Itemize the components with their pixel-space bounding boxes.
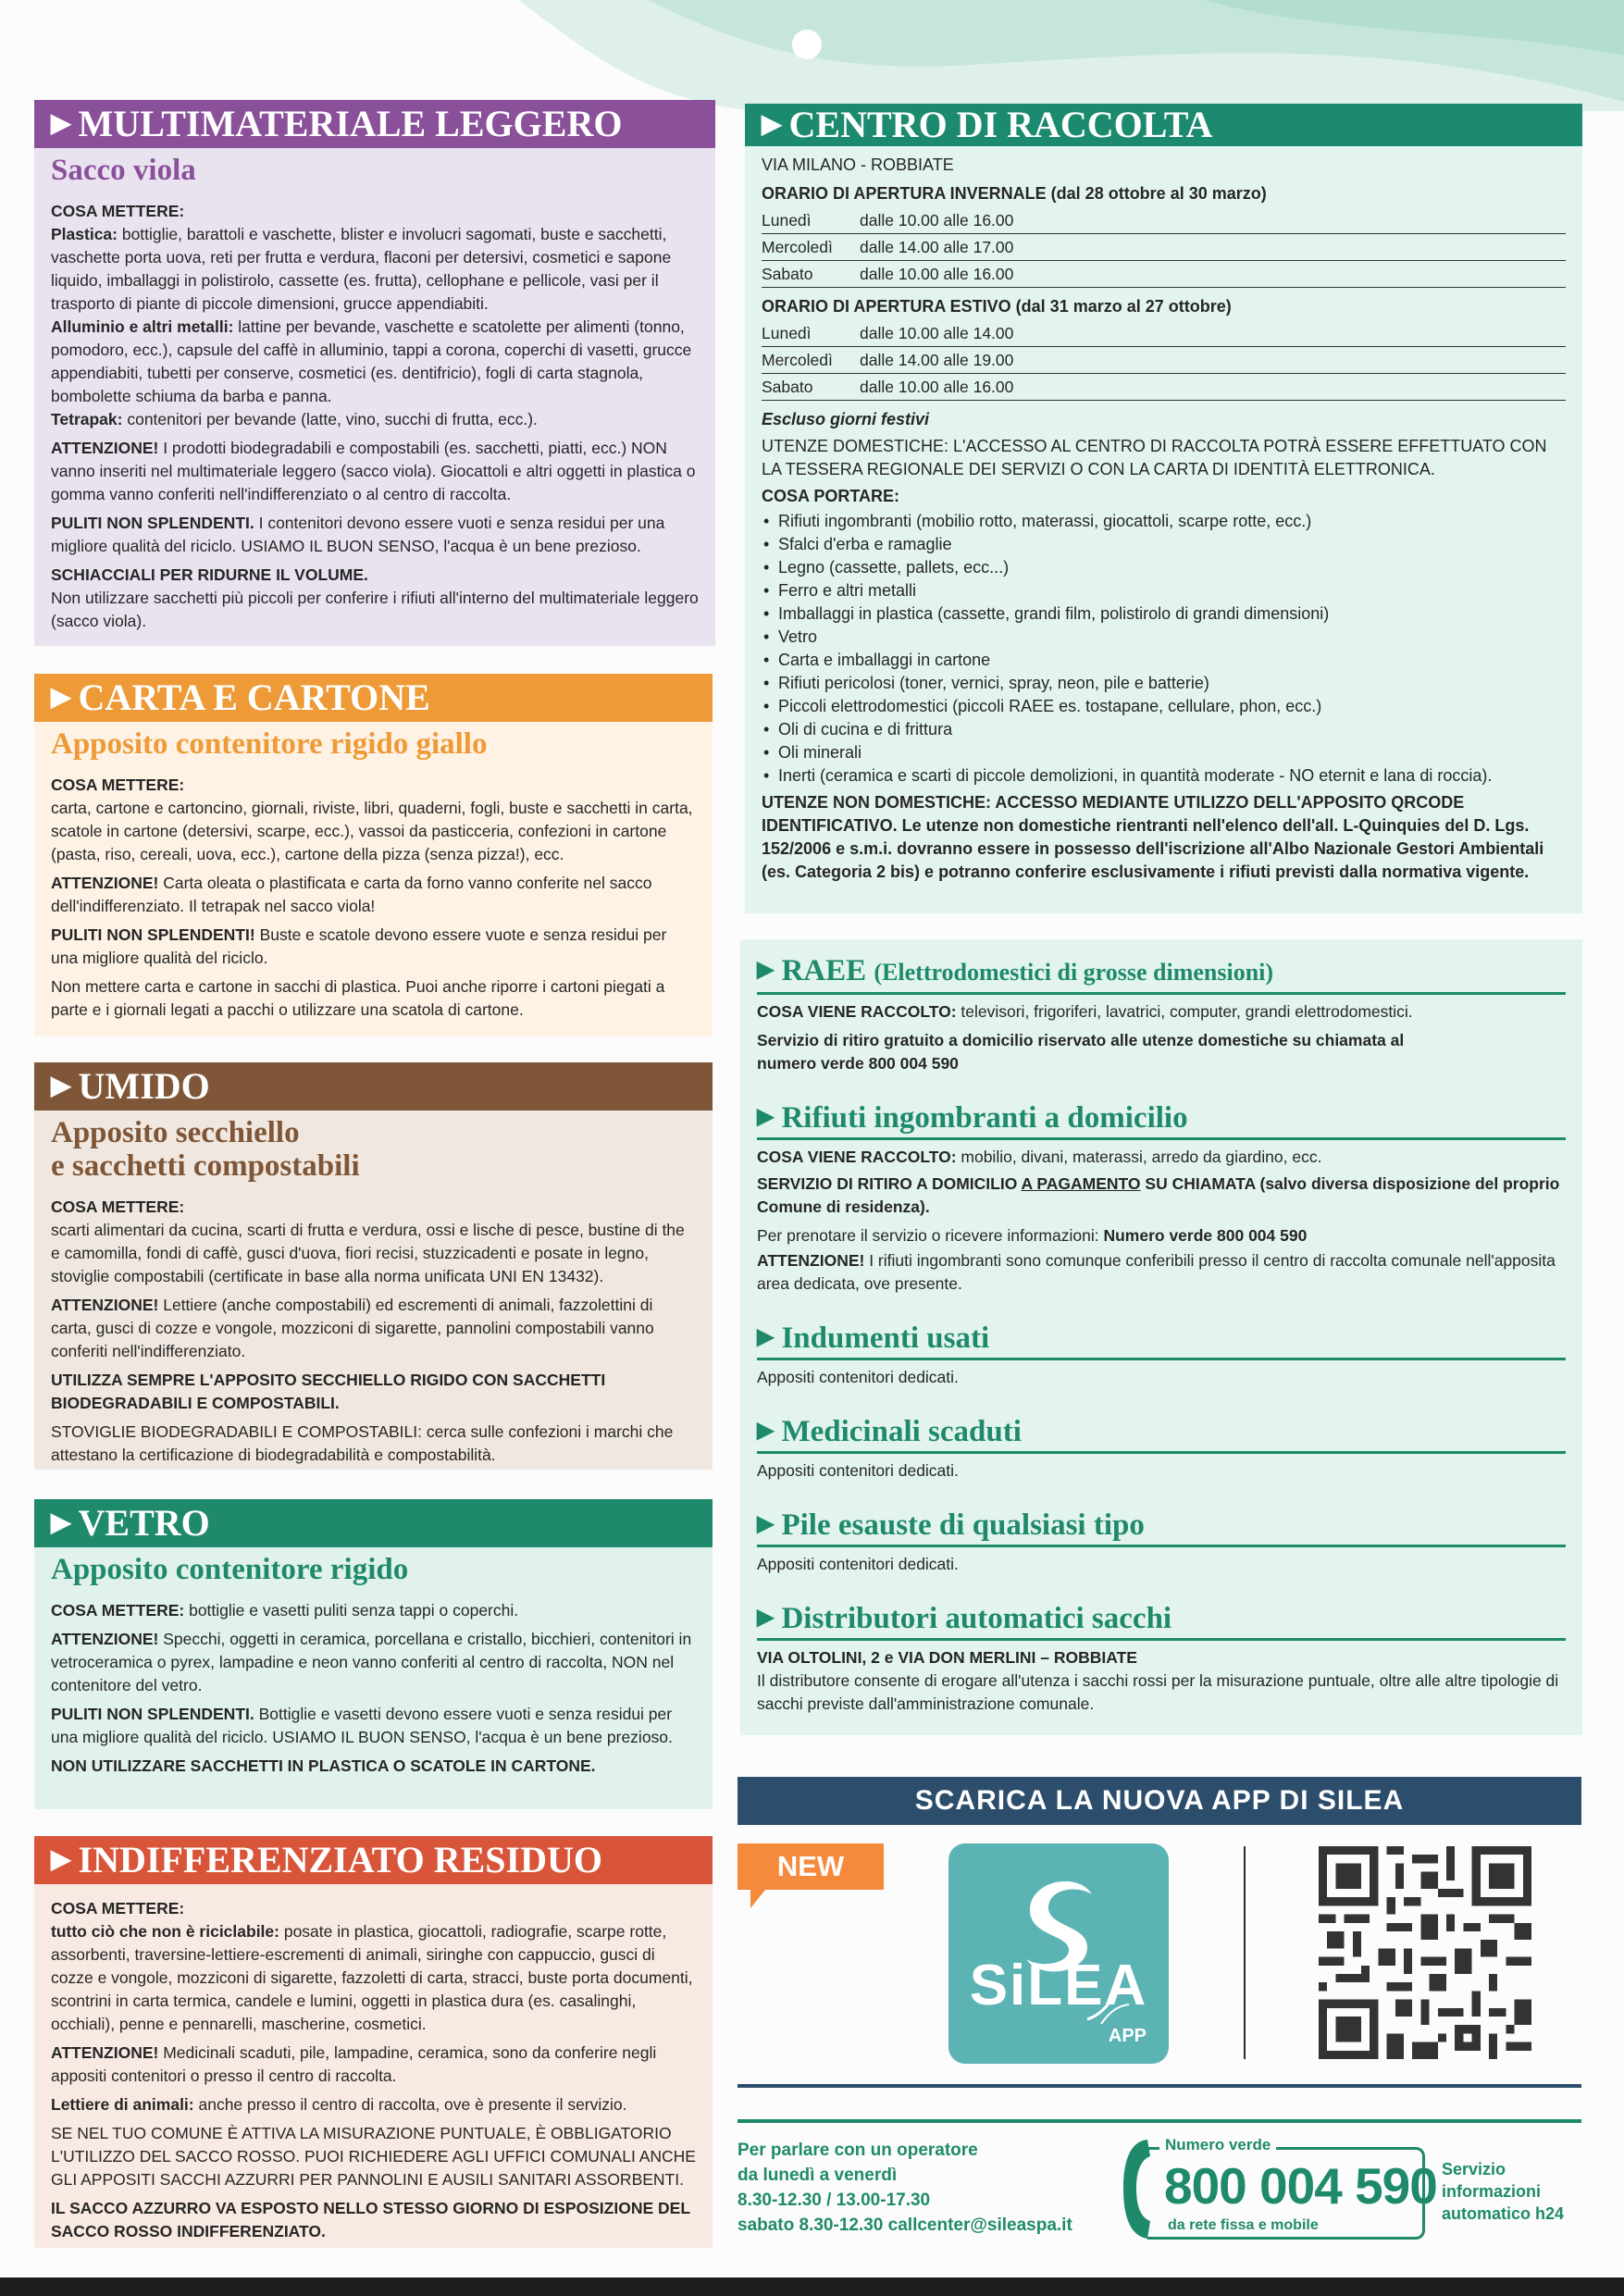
new-badge: NEW	[738, 1843, 884, 1890]
section-vetro	[34, 1499, 713, 1809]
misurazione-text: SE NEL TUO COMUNE È ATTIVA LA MISURAZIONE PUNTUALE, È OBBLIGATORIO L'UTILIZZO DEL SACCO ROSSO. PUOI RICHIEDERE AGLI UFFICI COMUNALI ANCHE GLI APPOSITI SACCHI AZZURRI PER PANNOLINI E AUSILI SANITARI ASSORBENTI.	[51, 2124, 696, 2189]
divider	[1244, 1846, 1246, 2059]
list-item: • Legno (cassette, pallets, ecc...)	[762, 556, 1566, 579]
winter-hours-table	[762, 207, 1566, 288]
triangle-icon: ▶	[762, 110, 782, 139]
attenzione-text: ATTENZIONE! Specchi, oggetti in ceramica, porcellana e cristallo, bicchieri, contenitori in vetroceramica o pyrex, lampadine e neon vanno conferiti al centro di raccolta, NON nel contenitore del vetro.	[51, 1630, 692, 1694]
cosa-label: COSA METTERE:	[51, 1198, 185, 1216]
section-body	[745, 146, 1582, 893]
raee-title: ▶ RAEE (Elettrodomestici di grosse dimensioni)	[757, 952, 1566, 995]
final-text: Non utilizzare sacchetti più piccoli per conferire i rifiuti all'interno del multimateriale leggero (sacco viola).	[51, 589, 699, 630]
section-subtitle: Apposito contenitore rigido	[51, 1553, 409, 1586]
list-item: • Sfalci d'erba e ramaglie	[762, 533, 1566, 556]
ingombranti-attenzione-text: ATTENZIONE! I rifiuti ingombranti sono comunque conferibili presso il centro di raccolta comunale nell'apposita area dedicata, ove presente.	[757, 1251, 1556, 1293]
pile-block	[757, 1507, 1566, 1576]
indumenti-title: ▶ Indumenti usati	[757, 1320, 1566, 1360]
pile-title: ▶ Pile esauste di qualsiasi tipo	[757, 1507, 1566, 1547]
cosa-label: COSA METTERE:	[51, 202, 185, 220]
attenzione-text: ATTENZIONE! Carta oleata o plastificata e carta da forno vanno conferite nel sacco dell'indifferenziato. Il tetrapak nel sacco viola!	[51, 874, 652, 915]
section-multimateriale	[34, 100, 715, 646]
azzurro-text: IL SACCO AZZURRO VA ESPOSTO NELLO STESSO GIORNO DI ESPOSIZIONE DEL SACCO ROSSO INDIFFERENZIATO.	[51, 2199, 690, 2240]
attenzione-text: ATTENZIONE! Lettiere (anche compostabili) ed escrementi di animali, fazzolettini di carta, gusci di cozze e vongole, mozziconi di sigarette, pannolini compostabili vanno conferiti nell'indifferenziato.	[51, 1296, 654, 1360]
section-subtitle: Sacco viola	[51, 154, 196, 187]
triangle-icon: ▶	[757, 958, 775, 982]
list-item: • Ferro e altri metalli	[762, 579, 1566, 602]
list-item: • Inerti (ceramica e scarti di piccole demolizioni, in quantità moderate - NO eternit e lana di roccia).	[762, 764, 1566, 788]
cosa-text: scarti alimentari da cucina, scarti di frutta e verdura, ossi e lische di pesce, bustine di the e camomilla, fondi di caffè, gusci d'uova, fiori recisi, stuzzicadenti e posate in legno, stoviglie compostabili (certificate in base alla norma unificata UNI EN 13432).	[51, 1221, 685, 1285]
hours-row: Lunedì dalle 10.00 alle 14.00	[762, 320, 1566, 347]
section-header: ▶ INDIFFERENZIATO RESIDUO	[34, 1836, 713, 1884]
section-header: ▶ CARTA E CARTONE	[34, 674, 713, 722]
medicinali-title: ▶ Medicinali scaduti	[757, 1413, 1566, 1454]
hours-row: Sabato dalle 10.00 alle 16.00	[762, 374, 1566, 401]
raee-cosa-text: COSA VIENE RACCOLTO: televisori, frigoriferi, lavatrici, computer, grandi elettrodomestici.	[757, 1002, 1413, 1021]
stoviglie-text: STOVIGLIE BIODEGRADABILI E COMPOSTABILI: cerca sulle confezioni i marchi che attestano la certificazione di biodegradabilità e compostabilità.	[51, 1422, 674, 1464]
section-header: ▶ VETRO	[34, 1499, 713, 1547]
numero-verde-number[interactable]: 800 004 590	[1164, 2157, 1437, 2215]
app-banner: SCARICA LA NUOVA APP DI SILEA	[738, 1777, 1581, 1825]
ingombranti-block	[757, 1099, 1566, 1296]
medicinali-text: Appositi contenitori dedicati.	[757, 1461, 959, 1480]
distributori-block	[757, 1600, 1566, 1716]
contact-line: da lunedì a venerdì	[738, 2166, 898, 2185]
contact-line: sabato 8.30-12.30 callcenter@sileaspa.it	[738, 2215, 1072, 2235]
winter-hours-title: ORARIO DI APERTURA INVERNALE (dal 28 ottobre al 30 marzo)	[762, 184, 1267, 203]
escluso-text: Escluso giorni festivi	[762, 410, 930, 428]
cosa-text: carta, cartone e cartoncino, giornali, riviste, libri, quaderni, fogli, buste e sacchetti in carta, scatole in cartone (detersivi, scarpe, ecc.), vassoi da pasticceria, confezioni in cartone (pasta, riso, cereali, uova, ecc.), cartone della pizza (senza pizza!), ecc.	[51, 799, 693, 863]
cosa-label: COSA METTERE:	[51, 776, 185, 794]
section-header: ▶ MULTIMATERIALE LEGGERO	[34, 100, 715, 148]
numero-verde-label: Numero verde	[1159, 2136, 1276, 2154]
section-centro-raccolta	[745, 104, 1582, 913]
cosa-portare-label: COSA PORTARE:	[762, 487, 900, 505]
triangle-icon: ▶	[757, 1512, 775, 1536]
section-body	[34, 761, 713, 1035]
list-item: • Rifiuti ingombranti (mobilio rotto, materassi, giocattoli, scarpe rotte, ecc.)	[762, 510, 1566, 533]
list-item: • Vetro	[762, 626, 1566, 649]
utilizza-text: UTILIZZA SEMPRE L'APPOSITO SECCHIELLO RIGIDO CON SACCHETTI BIODEGRADABILI E COMPOSTABILI.	[51, 1371, 606, 1412]
triangle-icon: ▶	[757, 1105, 775, 1129]
cosa-text: COSA METTERE: bottiglie e vasetti puliti senza tappi o coperchi.	[51, 1601, 519, 1620]
puliti-text: PULITI NON SPLENDENTI. Bottiglie e vasetti devono essere vuoti e senza residui per una migliore qualità del riciclo. USIAMO IL BUON SENSO, l'acqua è un bene prezioso.	[51, 1705, 673, 1746]
triangle-icon: ▶	[51, 683, 71, 712]
list-item: • Imballaggi in plastica (cassette, grandi film, polistirolo di grandi dimensioni)	[762, 602, 1566, 626]
puliti-text: PULITI NON SPLENDENTI. I contenitori devono essere vuoti e senza residui per una migliore qualità del riciclo. USIAMO IL BUON SENSO, l'acqua è un bene prezioso.	[51, 514, 665, 555]
app-logo-text: SiLEA	[969, 1954, 1148, 2017]
list-item: • Oli di cucina e di frittura	[762, 718, 1566, 741]
ingombranti-servizio-text: SERVIZIO DI RITIRO A DOMICILIO A PAGAMENTO SU CHIAMATA (salvo diversa disposizione del proprio Comune di residenza).	[757, 1174, 1560, 1216]
section-subtitle: Apposito contenitore rigido giallo	[51, 727, 488, 761]
indumenti-block	[757, 1320, 1566, 1389]
triangle-icon: ▶	[757, 1419, 775, 1443]
final-text: NON UTILIZZARE SACCHETTI IN PLASTICA O SCATOLE IN CARTONE.	[51, 1756, 596, 1775]
utenze-domestiche-text: UTENZE DOMESTICHE: L'ACCESSO AL CENTRO DI RACCOLTA POTRÀ ESSERE EFFETTUATO CON LA TESSERA REGIONALE DEI SERVIZI O CON LA CARTA DI IDENTITÀ ELETTRONICA.	[762, 437, 1547, 478]
attenzione-text: ATTENZIONE! I prodotti biodegradabili e compostabili (es. sacchetti, piatti, ecc.) NON vanno inseriti nel multimateriale leggero (sacco viola). Giocattoli e altri oggetti in plastica o gomma vanno conferiti nell'indifferenziato o al centro di raccolta.	[51, 439, 696, 503]
puliti-text: PULITI NON SPLENDENTI! Buste e scatole devono essere vuote e senza residui per una migliore qualità del riciclo.	[51, 925, 667, 967]
summer-hours-table	[762, 320, 1566, 401]
alluminio-text: Alluminio e altri metalli: lattine per bevande, vaschette e scatolette per alimenti (tonno, pomodoro, ecc.), capsule del caffè in alluminio, tappi a corona, coperchi di vasetti, grucce appendiabiti, tubetti per conserve, cosmetici (es. dentifricio), fogli di carta stagnola, bombolette schiuma da barba e panna.	[51, 317, 692, 405]
attenzione-text: ATTENZIONE! Medicinali scaduti, pile, lampadine, ceramica, sono da conferire negli appositi contenitori o presso il centro di raccolta.	[51, 2043, 657, 2085]
section-services	[740, 939, 1582, 1735]
raee-block	[757, 952, 1566, 1075]
distributori-title: ▶ Distributori automatici sacchi	[757, 1600, 1566, 1641]
list-item: • Piccoli elettrodomestici (piccoli RAEE es. tostapane, cellulare, phon, ecc.)	[762, 695, 1566, 718]
triangle-icon: ▶	[51, 109, 71, 138]
section-body	[34, 1586, 713, 1791]
section-indifferenziato	[34, 1836, 713, 2248]
plastica-text: Plastica: bottiglie, barattoli e vaschette, blister e involucri sagomati, buste e sacchetti, vaschette porta uova, reti per frutta e verdura, flaconi per detersivi, cosmetici e sapone liquido, imballaggi in polistirolo, cassette (es. frutta), cellophane e pellicole, vasi per il trasporto di piante di piccole dimensioni, grucce appendiabiti.	[51, 225, 672, 313]
automatic-service-info: Servizio informazioni automatico h24	[1442, 2160, 1565, 2223]
hours-row: Mercoledì dalle 14.00 alle 17.00	[762, 234, 1566, 261]
items-list	[762, 510, 1566, 788]
list-item: • Carta e imballaggi in cartone	[762, 649, 1566, 672]
pile-text: Appositi contenitori dedicati.	[757, 1555, 959, 1573]
final-text: Non mettere carta e cartone in sacchi di plastica. Puoi anche riporre i cartoni piegati a parte e i giornali legati a pacchi o utilizzare una scatola di cartone.	[51, 977, 665, 1019]
ingombranti-cosa-text: COSA VIENE RACCOLTO: mobilio, divani, materassi, arredo da giardino, ecc.	[757, 1148, 1322, 1166]
section-body	[34, 187, 715, 646]
section-header: ▶ UMIDO	[34, 1062, 713, 1111]
qr-code-icon[interactable]	[1319, 1846, 1531, 2059]
cosa-label: COSA METTERE:	[51, 1899, 185, 1917]
indumenti-text: Appositi contenitori dedicati.	[757, 1368, 959, 1386]
lettiere-text: Lettiere di animali: anche presso il centro di raccolta, ove è presente il servizio.	[51, 2095, 627, 2114]
contact-line: 8.30-12.30 / 13.00-17.30	[738, 2191, 931, 2210]
numero-verde-sub: da rete fissa e mobile	[1168, 2217, 1319, 2233]
separator-line	[738, 2084, 1581, 2088]
list-item: • Oli minerali	[762, 741, 1566, 764]
contact-info	[738, 2138, 1108, 2238]
triangle-icon: ▶	[51, 1508, 71, 1537]
list-item: • Rifiuti pericolosi (toner, vernici, spray, neon, pile e batterie)	[762, 672, 1566, 695]
distributori-text: Il distributore consente di erogare all'utenza i sacchi rossi per la misurazione puntuale, oltre alle altre tipologie di sacchi previste dall'amministrazione comunale.	[757, 1671, 1559, 1713]
schiacciali-text: SCHIACCIALI PER RIDURNE IL VOLUME.	[51, 565, 368, 584]
section-body	[34, 1183, 713, 1480]
triangle-icon: ▶	[51, 1845, 71, 1874]
ingombranti-title: ▶ Rifiuti ingombranti a domicilio	[757, 1099, 1566, 1140]
triangle-icon: ▶	[757, 1325, 775, 1349]
bottom-edge	[0, 2277, 1624, 2296]
triangle-icon: ▶	[757, 1606, 775, 1630]
address: VIA MILANO - ROBBIATE	[762, 155, 954, 174]
hours-row: Mercoledì dalle 14.00 alle 19.00	[762, 347, 1566, 374]
hours-row: Sabato dalle 10.00 alle 16.00	[762, 261, 1566, 288]
silea-app-icon[interactable]	[948, 1843, 1169, 2064]
contact-line: Per parlare con un operatore	[738, 2141, 978, 2160]
utenze-non-domestiche-text: UTENZE NON DOMESTICHE: ACCESSO MEDIANTE UTILIZZO DELL'APPOSITO QRCODE IDENTIFICATIVO. Le utenze non domestiche rientranti nell'elenco dell'all. L-Quinquies del D. Lgs. 152/2006 e s.m.i. dovranno essere in possesso dell'iscrizione all'Albo Nazionale Gestori Ambientali (es. Categoria 2 bis) e potranno conferire esclusivamente i rifiuti previsti dalla normativa vigente.	[762, 793, 1544, 881]
section-subtitle: Apposito secchiello e sacchetti compostabili	[51, 1116, 360, 1183]
ricic-text: tutto ciò che non è riciclabile: posate in plastica, giocattoli, radiografie, scarpe rotte, assorbenti, traversine-lettiere-escrementi di animali, siringhe con cappuccio, gusci di cozze e vongole, mozziconi di sigarette, fazzoletti di carta, stracci, buste porta documenti, scontrini in carta termica, candele e lumini, oggetti in plastica dura (es. casalinghi, occhiali), penne e pennarelli, mascherine, cosmetici.	[51, 1922, 693, 2033]
triangle-icon: ▶	[51, 1072, 71, 1100]
section-carta	[34, 674, 713, 1036]
raee-servizio-text: Servizio di ritiro gratuito a domicilio riservato alle utenze domestiche su chiamata al numero verde 800 004 590	[757, 1031, 1405, 1073]
section-body	[34, 1884, 713, 2256]
distributori-address: VIA OLTOLINI, 2 e VIA DON MERLINI – ROBBIATE	[757, 1648, 1137, 1667]
separator-line	[738, 2119, 1581, 2123]
app-logo-sub: APP	[1108, 2026, 1147, 2046]
section-header: ▶ CENTRO DI RACCOLTA	[745, 104, 1582, 146]
ingombranti-prenotare-text: Per prenotare il servizio o ricevere informazioni: Numero verde 800 004 590	[757, 1226, 1308, 1245]
section-umido	[34, 1062, 713, 1470]
tetrapak-text: Tetrapak: contenitori per bevande (latte, vino, succhi di frutta, ecc.).	[51, 410, 538, 428]
hours-row: Lunedì dalle 10.00 alle 16.00	[762, 207, 1566, 234]
medicinali-block	[757, 1413, 1566, 1483]
summer-hours-title: ORARIO DI APERTURA ESTIVO (dal 31 marzo al 27 ottobre)	[762, 297, 1232, 316]
